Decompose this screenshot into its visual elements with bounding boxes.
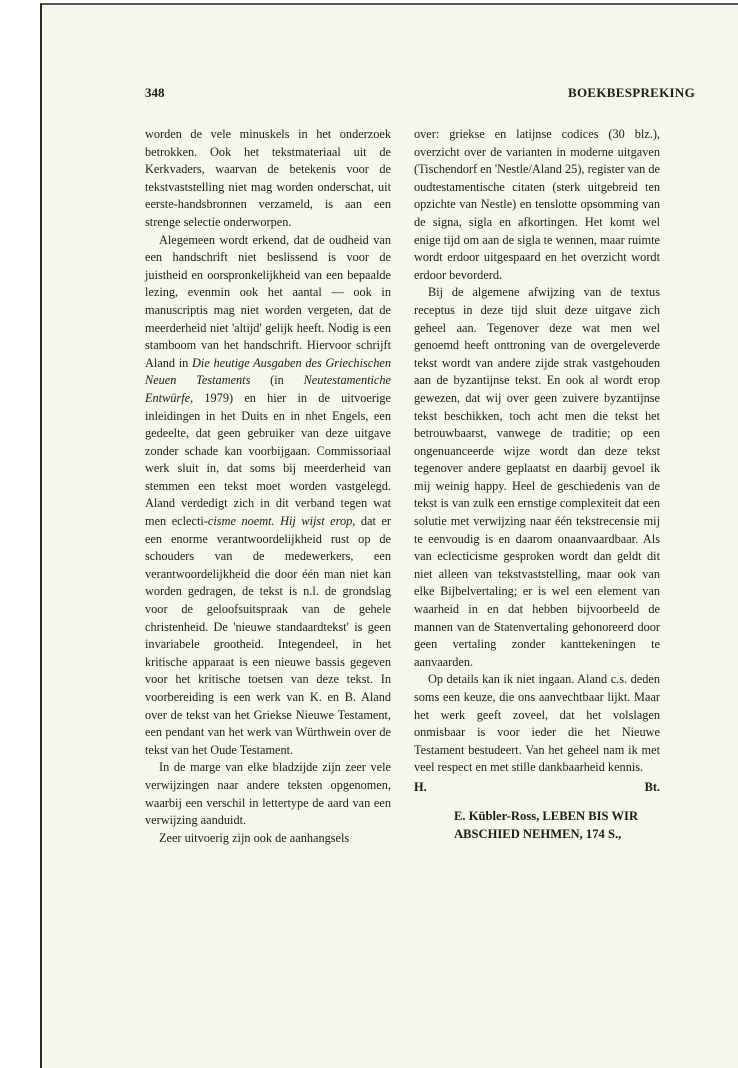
book-title: Neutestamentiche Entwürfe, — [145, 373, 391, 405]
right-column — [414, 126, 660, 843]
review-heading — [414, 807, 660, 843]
paragraph: over: griekse en latijnse codices (30 blz.), overzicht over de varianten in moderne uitgaven (Tischendorf en 'Nestle/Aland 25), register van de oudtestamentische citaten (sterk uitgebreid ten opzichte van Nestle) en tenslotte opsomming van de signa, sigla en afkortingen. Het komt wel enige tijd om aan de sigla te wennen, maar ruimte wordt erdoor uitgespaard en het overzicht wordt erdoor bevorderd. — [414, 127, 660, 282]
review-heading-line: ABSCHIED NEHMEN, 174 S., — [454, 826, 622, 841]
signature-left: H. — [414, 779, 427, 794]
paragraph: Op details kan ik niet ingaan. Aland c.s. deden soms een keuze, die ons aanvechtbaar lijkt. Maar het werk geeft zoveel, dat het volslagen onmisbaar is voor ieder die het Nieuwe Testament bestudeert. Van het geheel nam ik met veel respect en met stille dankbaarheid kennis. — [414, 672, 660, 775]
text-run: Alegemeen wordt erkend, dat de oudheid van een handschrift niet beslissend is voor de juistheid en oorspronkelijkheid van een bepaalde lezing, evenmin ook het aantal — ook in manuscriptis mag niet worden vergeten, dat de meerderheid niet 'altijd' gelijk heeft. Nodig is een stamboom van het handschrift. Hiervoor schrijft Aland in — [145, 232, 391, 370]
signature-right: Bt. — [644, 779, 660, 794]
review-heading-line: E. Kübler-Ross, LEBEN BIS WIR — [454, 808, 639, 823]
text-run: dat er een enorme verantwoordelijkheid rust op de schouders van de medewerkers, een verantwoordelijkheid die door één man niet kan worden gedragen, de tekst is n.l. de grondslag voor de geloofsuitspraak van de gehele christenheid. De 'nieuwe standaardtekst' is geen invariabele grootheid. Integendeel, in het kritische apparaat is een nieuwe bassis gegeven voor het kritische toetsen van deze tekst. In voorbereiding is een werk van K. en B. Aland over de tekst van het Griekse Nieuwe Testament, een pendant van het werk van Würthwein over de tekst van het Oude Testament. — [145, 514, 392, 757]
paragraph: worden de vele minuskels in het onderzoek betrokken. Ook het tekstmateriaal uit de Kerkvaders, waarvan de betekenis voor de tekstvaststelling niet mag worden onderschat, uit eerste-handsbronnen verzameld, is aan een strenge selectie onderworpen. — [145, 127, 391, 229]
paragraph — [145, 232, 391, 760]
text-run: (in — [250, 373, 304, 388]
italic-run: cisme noemt. Hij wijst erop, — [207, 514, 356, 529]
page-number: 348 — [145, 85, 165, 100]
book-page — [40, 3, 738, 1068]
book-title: Die heutige Ausgaben des Griechischen Neuen Testaments — [145, 355, 391, 388]
paragraph: In de marge van elke bladzijde zijn zeer vele verwijzingen naar andere teksten opgenomen, waarbij een verschil in lettertype de aard van een verwijzing aanduidt. — [145, 760, 391, 828]
text-run: 1979) en hier in de uitvoerige inleidingen in het Duits en in nhet Engels, een gedeelte, dat geen gebruiker van deze uitgave zonder schade kan voorbijgaan. Commissoriaal werk sluit in, dat soms bij meerderheid van stemmen een tekst moet worden vastgelegd. Aland verdedigt zich in dit verband tegen wat men eclecti- — [145, 390, 391, 529]
left-column — [145, 126, 391, 847]
signature-line — [414, 779, 660, 797]
paragraph: Zeer uitvoerig zijn ook de aanhangsels — [159, 830, 350, 845]
running-title: BOEKBESPREKING — [567, 85, 695, 100]
paragraph: Bij de algemene afwijzing van de textus receptus in deze tijd sluit deze uitgave zich geheel aan. Tegenover deze wat men wel genoemd heeft onttroning van de overgeleverde tekst wordt van andere zijde strak vastgehouden aan de byzantijnse tekst. En ook al wordt erop gewezen, dat wij over geen zuivere byzantijnse tekst beschikken, toch acht men die tekst het betrouwbaarst, vanwege de traditie; op een ongenuanceerde wijze wordt dan deze tekst tegenover andere geplaatst en daarbij gevoel ik mij weinig happy. Heel de geschiedenis van de tekst is van zulk een ernstige complexiteit dat een solutie met verwijzing naar één tekstrecensie mij te eenvoudig is en daarom onaanvaardbaar. Als van eclecticisme gesproken wordt dan geldt dit niet alleen van tekstvaststelling, maar ook van elke Bijbelvertaling; er is wel een element van waarheid in en dat hebben bijvoorbeeld de mannen van de Statenvertaling gehonoreerd door geen vertaling zonder kanttekeningen te aanvaarden. — [414, 285, 660, 669]
